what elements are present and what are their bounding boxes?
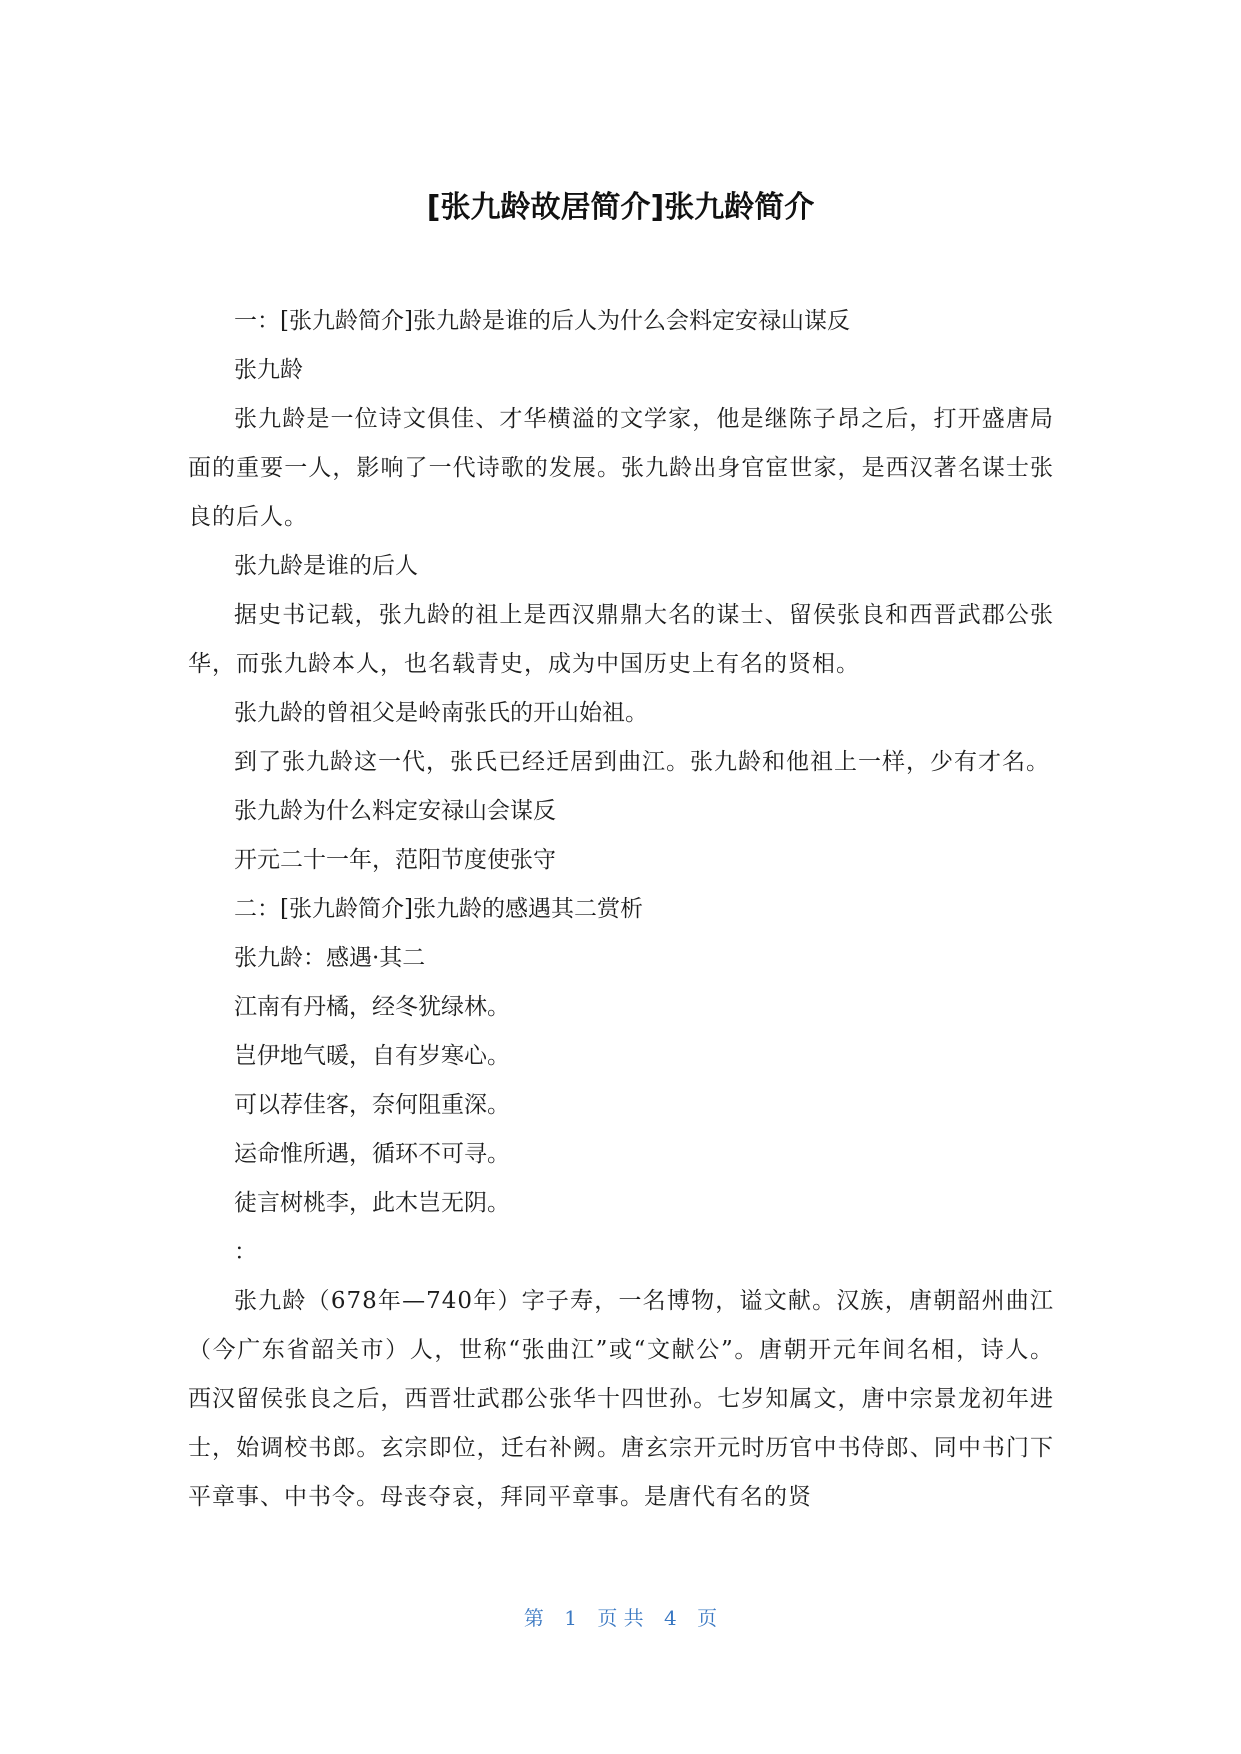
section-heading: 二：[张九龄简介]张九龄的感遇其二赏析: [234, 896, 643, 922]
footer-label-pages: 页: [697, 1606, 718, 1630]
footer-label-of: 页 共: [597, 1606, 644, 1630]
paragraph: 张九龄的曾祖父是岭南张氏的开山始祖。: [234, 700, 648, 726]
subheading: 张九龄是谁的后人: [234, 553, 418, 579]
footer-current-page: 1: [564, 1606, 577, 1630]
poem-line: 可以荐佳客，奈何阻重深。: [234, 1092, 510, 1118]
paragraph: ：: [234, 1239, 257, 1265]
page-number-footer: [0, 1605, 1241, 1631]
poem-line: 徒言树桃李，此木岂无阴。: [234, 1190, 510, 1216]
paragraph: 张九龄是一位诗文俱佳、才华横溢的文学家，他是继陈子昂之后，打开盛唐局面的重要一人，影响了一代诗歌的发展。张九龄出身官宦世家，是西汉著名谋士张良的后人。: [188, 406, 1054, 530]
document-body: [188, 297, 1054, 1522]
footer-total-pages: 4: [664, 1606, 677, 1630]
paragraph: 据史书记载，张九龄的祖上是西汉鼎鼎大名的谋士、留侯张良和西晋武郡公张华，而张九龄本人，也名载青史，成为中国历史上有名的贤相。: [188, 602, 1054, 677]
footer-label-page: 第: [523, 1606, 544, 1630]
subheading: 张九龄为什么料定安禄山会谋反: [234, 798, 556, 824]
poem-line: 江南有丹橘，经冬犹绿林。: [234, 994, 510, 1020]
poem-title: 张九龄：感遇·其二: [234, 945, 426, 971]
section-heading: 一：[张九龄简介]张九龄是谁的后人为什么会料定安禄山谋反: [234, 308, 850, 334]
biography-paragraph: 张九龄（678年—740年）字子寿，一名博物，谥文献。汉族，唐朝韶州曲江（今广东省韶关市）人，世称“张曲江”或“文献公”。唐朝开元年间名相，诗人。西汉留侯张良之后，西晋壮武郡公张华十四世孙。七岁知属文，唐中宗景龙初年进士，始调校书郎。玄宗即位，迁右补阙。唐玄宗开元时历官中书侍郎、同中书门下平章事、中书令。母丧夺哀，拜同平章事。是唐代有名的贤: [188, 1288, 1054, 1510]
poem-line: 岂伊地气暖，自有岁寒心。: [234, 1043, 510, 1069]
document-title: [张九龄故居简介]张九龄简介: [426, 190, 815, 225]
poem-line: 运命惟所遇，循环不可寻。: [234, 1141, 510, 1167]
paragraph: 开元二十一年，范阳节度使张守: [234, 847, 556, 873]
paragraph: 到了张九龄这一代，张氏已经迁居到曲江。张九龄和他祖上一样，少有才名。: [234, 749, 1050, 775]
subheading: 张九龄: [234, 357, 303, 383]
